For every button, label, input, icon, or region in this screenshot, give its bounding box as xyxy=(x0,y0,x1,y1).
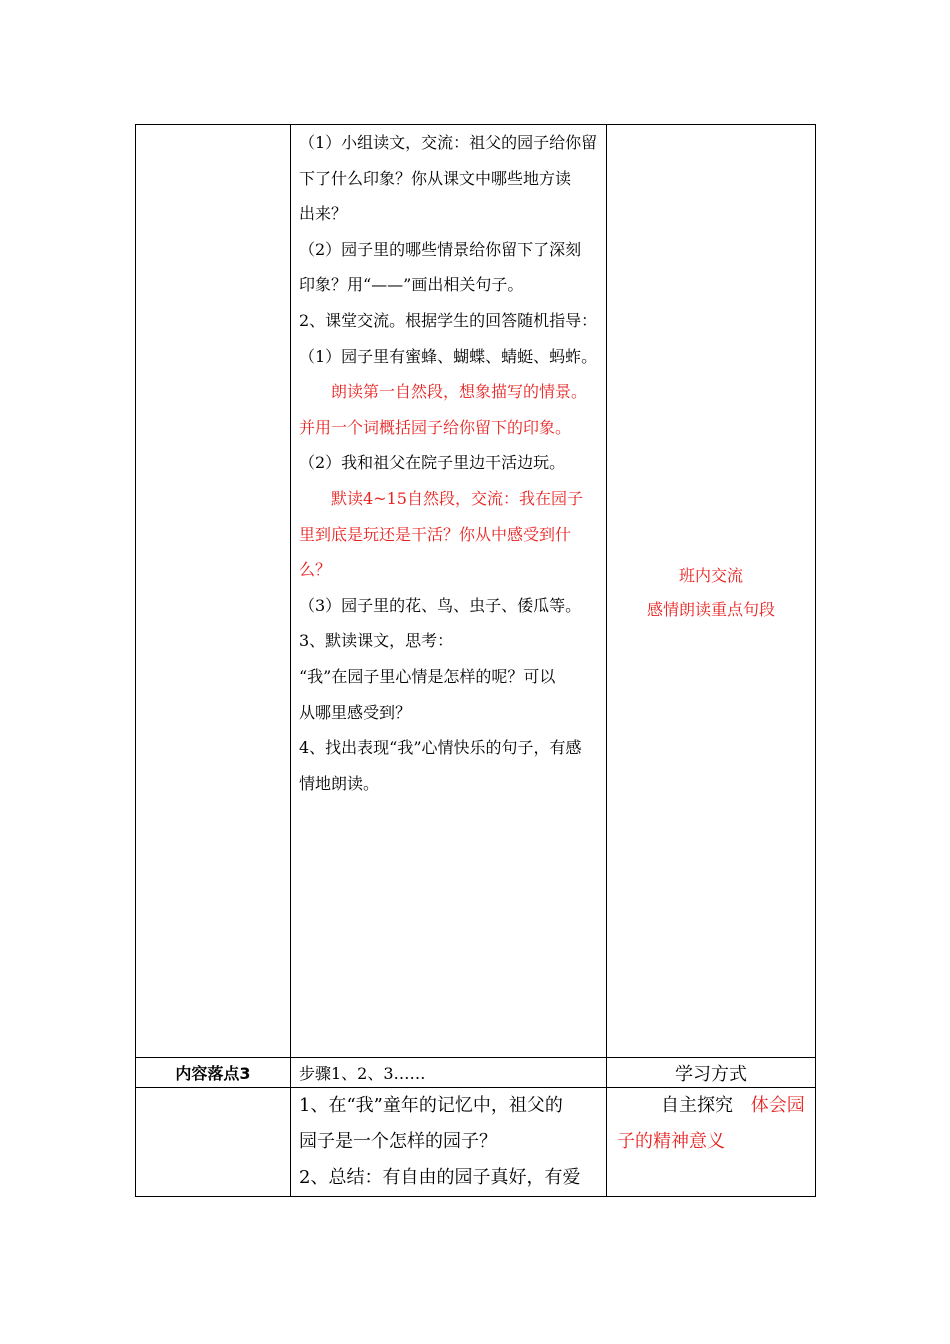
step-line: “我”在园子里心情是怎样的呢？可以 xyxy=(299,666,556,686)
lesson-plan-table xyxy=(135,124,816,1197)
steps-header: 步骤1、2、3…… xyxy=(291,1058,607,1088)
step-line: 3、默读课文，思考： xyxy=(299,631,454,651)
section-label: 内容落点3 xyxy=(136,1058,291,1088)
step-line: （1）小组读文，交流：祖父的园子给你留 xyxy=(299,133,598,152)
step-line: 么？ xyxy=(299,560,332,580)
steps-cell xyxy=(291,125,607,1058)
step-line: 情地朗读。 xyxy=(299,773,380,793)
section3-step-line-1: 1、在“我”童年的记忆中，祖父的 xyxy=(299,1095,563,1116)
step-line: 印象？用“——”画出相关句子。 xyxy=(299,275,524,295)
label-cell-empty xyxy=(136,125,291,1058)
step-line: 朗读第一自然段，想象描写的情景。 xyxy=(331,382,588,402)
section3-content-row xyxy=(136,1088,816,1197)
section3-method-cell xyxy=(607,1088,816,1197)
section3-steps-text xyxy=(291,1088,606,1196)
step-line: 2、课堂交流。根据学生的回答随机指导： xyxy=(299,310,598,330)
step-line: （2）我和祖父在院子里边干活边玩。 xyxy=(299,453,566,473)
section3-step-line-2: 园子是一个怎样的园子？ xyxy=(299,1131,497,1152)
step-line: 出来？ xyxy=(299,204,348,224)
step-line: 下了什么印象？你从课文中哪些地方读 xyxy=(299,168,572,188)
step-line: 4、找出表现“我”心情快乐的句子，有感 xyxy=(299,738,582,758)
method-line-2: 感情朗读重点句段 xyxy=(646,600,775,619)
step-line: （2）园子里的哪些情景给你留下了深刻 xyxy=(299,239,582,259)
section3-header-row xyxy=(136,1058,816,1088)
step-line: 里到底是玩还是干活？你从中感受到什 xyxy=(299,524,572,544)
section3-steps-cell xyxy=(291,1088,607,1197)
section3-method-text xyxy=(607,1088,815,1160)
step-line: 从哪里感受到？ xyxy=(299,702,412,722)
step-line: （3）园子里的花、鸟、虫子、倭瓜等。 xyxy=(299,595,582,615)
step-line: 并用一个词概括园子给你留下的印象。 xyxy=(299,417,572,437)
method-cell xyxy=(607,125,816,1058)
section3-step-line-3: 2、总结：有自由的园子真好，有爱 xyxy=(299,1167,581,1188)
method-self-study: 自主探究 xyxy=(661,1095,733,1116)
method-text-block xyxy=(607,555,815,627)
section3-label-empty xyxy=(136,1088,291,1197)
steps-text-block xyxy=(291,125,606,801)
method-red-part2: 子的精神意义 xyxy=(617,1131,725,1152)
upper-row xyxy=(136,125,816,1058)
study-method-header: 学习方式 xyxy=(607,1058,816,1088)
step-line: （1）园子里有蜜蜂、蝴蝶、蜻蜓、蚂蚱。 xyxy=(299,346,598,366)
method-line-1: 班内交流 xyxy=(678,566,743,585)
step-line: 默读4~15自然段，交流：我在园子 xyxy=(331,488,583,508)
method-red-part1: 体会园 xyxy=(750,1095,805,1116)
